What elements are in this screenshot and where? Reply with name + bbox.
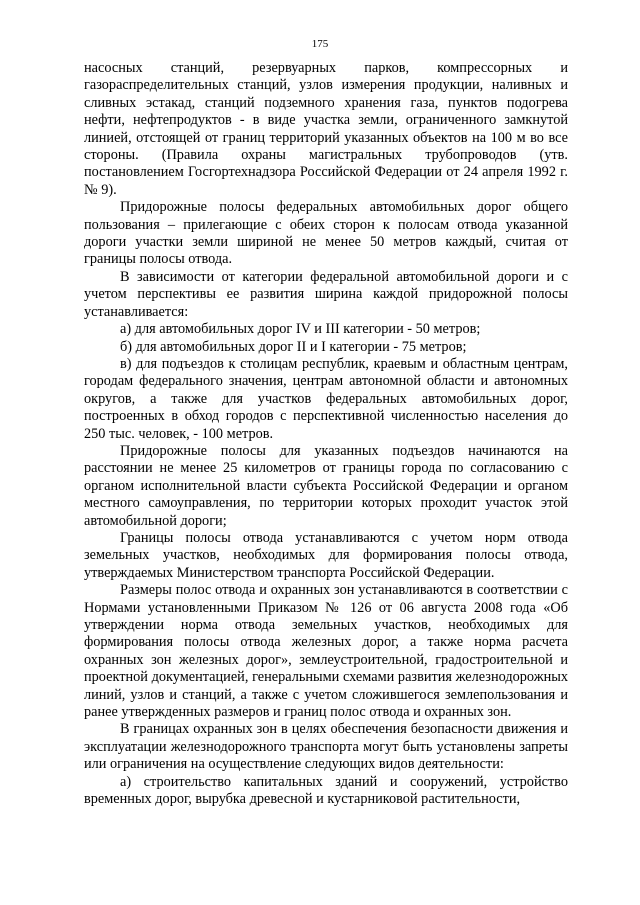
paragraph: Границы полосы отвода устанавливаются с учетом норм отвода земельных участков, необходимых для формирования полосы отвода, утверждаемых Министерством транспорта Российской Федерации. bbox=[84, 529, 568, 581]
paragraph: В границах охранных зон в целях обеспечения безопасности движения и эксплуатации железнодорожного транспорта могут быть установлены запреты или ограничения на осуществление следующих видов деятельности: bbox=[84, 721, 568, 773]
paragraph: Придорожные полосы федеральных автомобильных дорог общего пользования – прилегающие с обеих сторон к полосам отвода указанной дороги участки земли шириной не менее 50 метров каждый, считая от границы полосы отвода. bbox=[84, 199, 568, 268]
list-item: а) для автомобильных дорог IV и III категории - 50 метров; bbox=[120, 321, 481, 338]
paragraph: Придорожные полосы для указанных подъездов начинаются на расстоянии не менее 25 километров от границы города по согласованию с органом исполнительной власти субъекта Российской Федерации и органом местного самоуправления, по территории которых проходит участок этой автомобильной дороги; bbox=[84, 442, 568, 529]
document-body bbox=[84, 60, 568, 808]
page-number: 175 bbox=[311, 38, 329, 50]
paragraph-continuation: насосных станций, резервуарных парков, компрессорных и газораспределительных станций, узлов измерения продукции, наливных и сливных эстакад, станций подземного хранения газа, пунктов подогрева нефти, нефтепродуктов - в виде участка земли, ограниченного замкнутой линией, отстоящей от границ территорий указанных объектов на 100 м во все стороны. (Правила охраны магистральных трубопроводов (утв. постановлением Госгортехнадзора Российской Федерации от 24 апреля 1992 г. № 9). bbox=[84, 60, 568, 198]
paragraph: Размеры полос отвода и охранных зон устанавливаются в соответствии с Нормами установленными Приказом № 126 от 06 августа 2008 года «Об утверждении норма отвода земельных участков, необходимых для формирования полосы отвода железных дорог, а также норма расчета охранных зон железных дорог», землеустроительной, градостроительной и проектной документацией, генеральными схемами развития железнодорожных линий, узлов и станций, а также с учетом сложившегося землепользования и ранее утвержденных размеров и границ полос отвода и охранных зон. bbox=[84, 582, 568, 721]
list-item: б) для автомобильных дорог II и I категории - 75 метров; bbox=[120, 338, 467, 355]
paragraph: В зависимости от категории федеральной автомобильной дороги и с учетом перспективы ее развития ширина каждой придорожной полосы устанавливается: bbox=[84, 268, 568, 320]
list-item: в) для подъездов к столицам республик, краевым и областным центрам, городам федерального значения, центрам автономной области и автономных округов, а также для участков федеральных автомобильных дорог, построенных в обход городов с перспективной численностью населения до 250 тыс. человек, - 100 метров. bbox=[84, 355, 568, 442]
list-item: а) строительство капитальных зданий и сооружений, устройство временных дорог, вырубка древесной и кустарниковой растительности, bbox=[84, 773, 568, 808]
